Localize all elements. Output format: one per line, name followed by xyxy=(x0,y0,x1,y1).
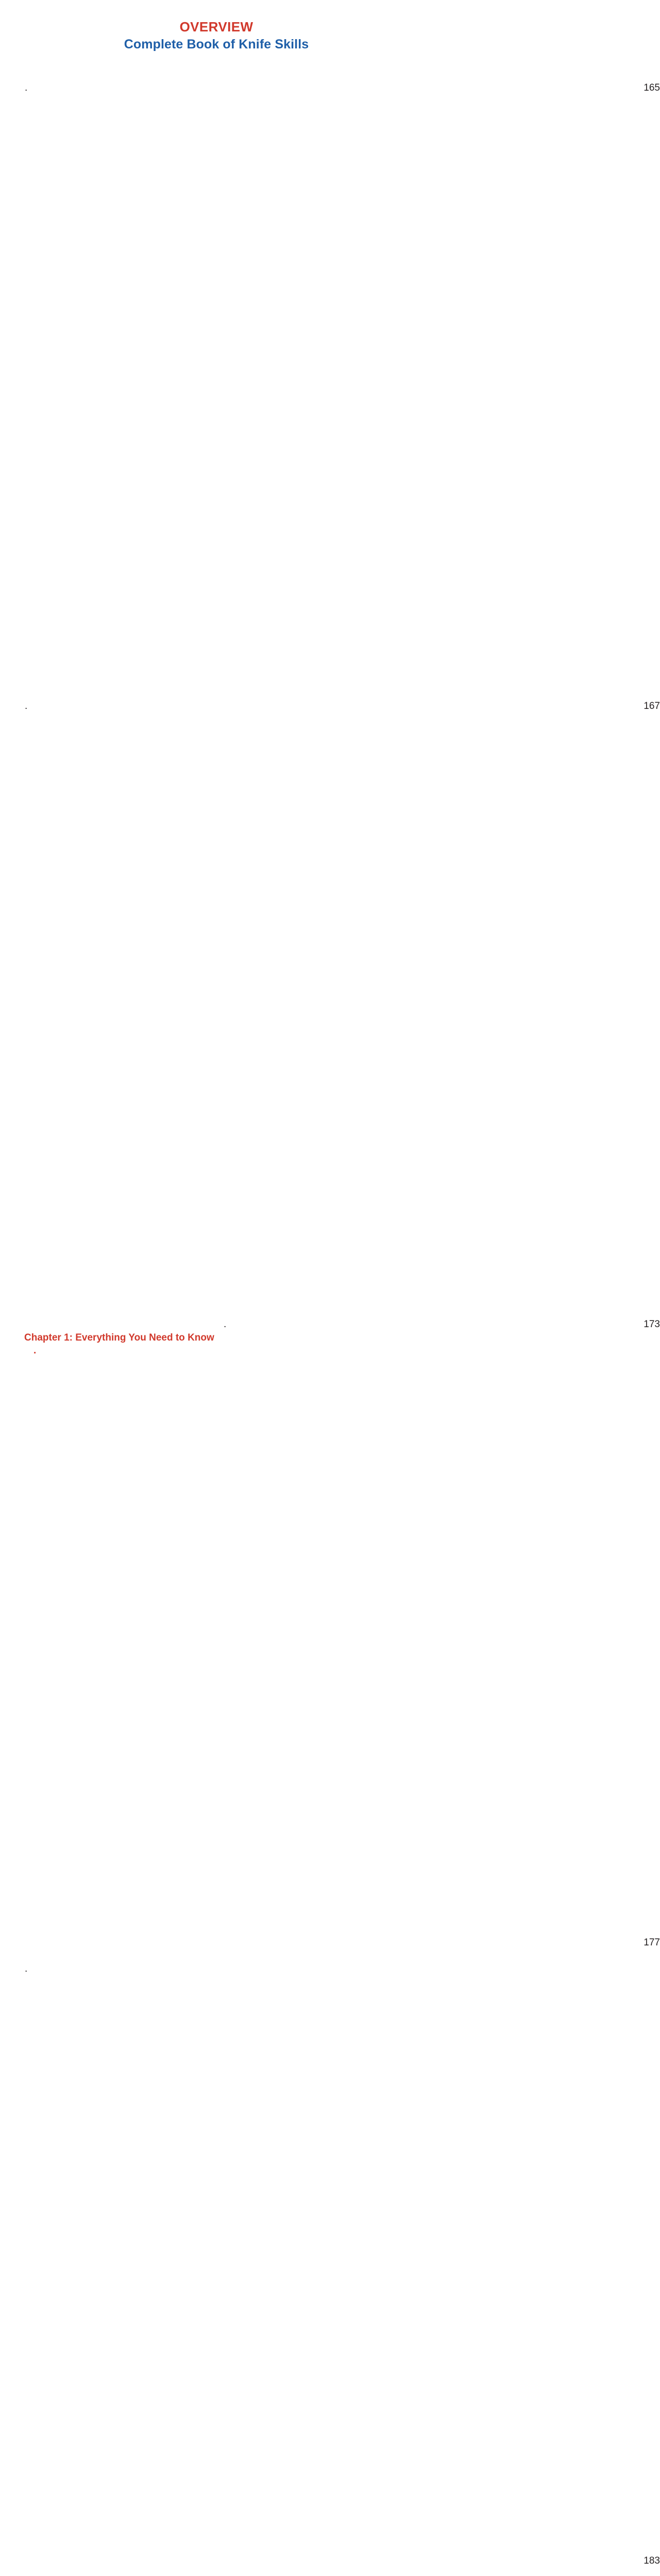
entry-page-number: 183 xyxy=(227,2554,660,2576)
entry-page-number: 177 xyxy=(227,1936,660,2554)
dot-leader xyxy=(33,1344,37,1357)
chapter-group xyxy=(24,1331,214,2576)
toc-entry-row[interactable] xyxy=(223,1318,660,1936)
toc-entry-row[interactable] xyxy=(223,1936,660,2554)
page-title-overview: OVERVIEW xyxy=(179,19,253,35)
toc-entry-row[interactable] xyxy=(24,81,209,700)
dot-leader xyxy=(25,700,28,713)
chapter-heading-line1: Chapter 1: Everything You Need to Know xyxy=(24,1332,214,1343)
chapter-heading-row[interactable] xyxy=(24,1344,217,1962)
page-title-block xyxy=(0,0,433,53)
dot-leader xyxy=(224,1318,227,1331)
toc-entry-row[interactable] xyxy=(24,700,209,1318)
toc-column-right xyxy=(216,81,660,2576)
entry-group xyxy=(24,81,209,1318)
entry-page-number: 167 xyxy=(227,700,660,1318)
dot-leader xyxy=(25,81,28,94)
toc-entry-row[interactable] xyxy=(223,81,660,700)
page-title-book: Complete Book of Knife Skills xyxy=(124,37,309,52)
toc-entry-row[interactable] xyxy=(223,2554,660,2576)
entry-group xyxy=(223,81,660,2576)
toc-columns xyxy=(0,81,660,2576)
dot-leader xyxy=(25,1962,28,1975)
entry-page-number: 173 xyxy=(227,1318,660,1936)
toc-entry-row[interactable] xyxy=(24,1962,209,2576)
entry-page-number: 165 xyxy=(227,81,660,700)
toc-column-left xyxy=(0,81,216,2576)
toc-entry-row[interactable] xyxy=(223,700,660,1318)
